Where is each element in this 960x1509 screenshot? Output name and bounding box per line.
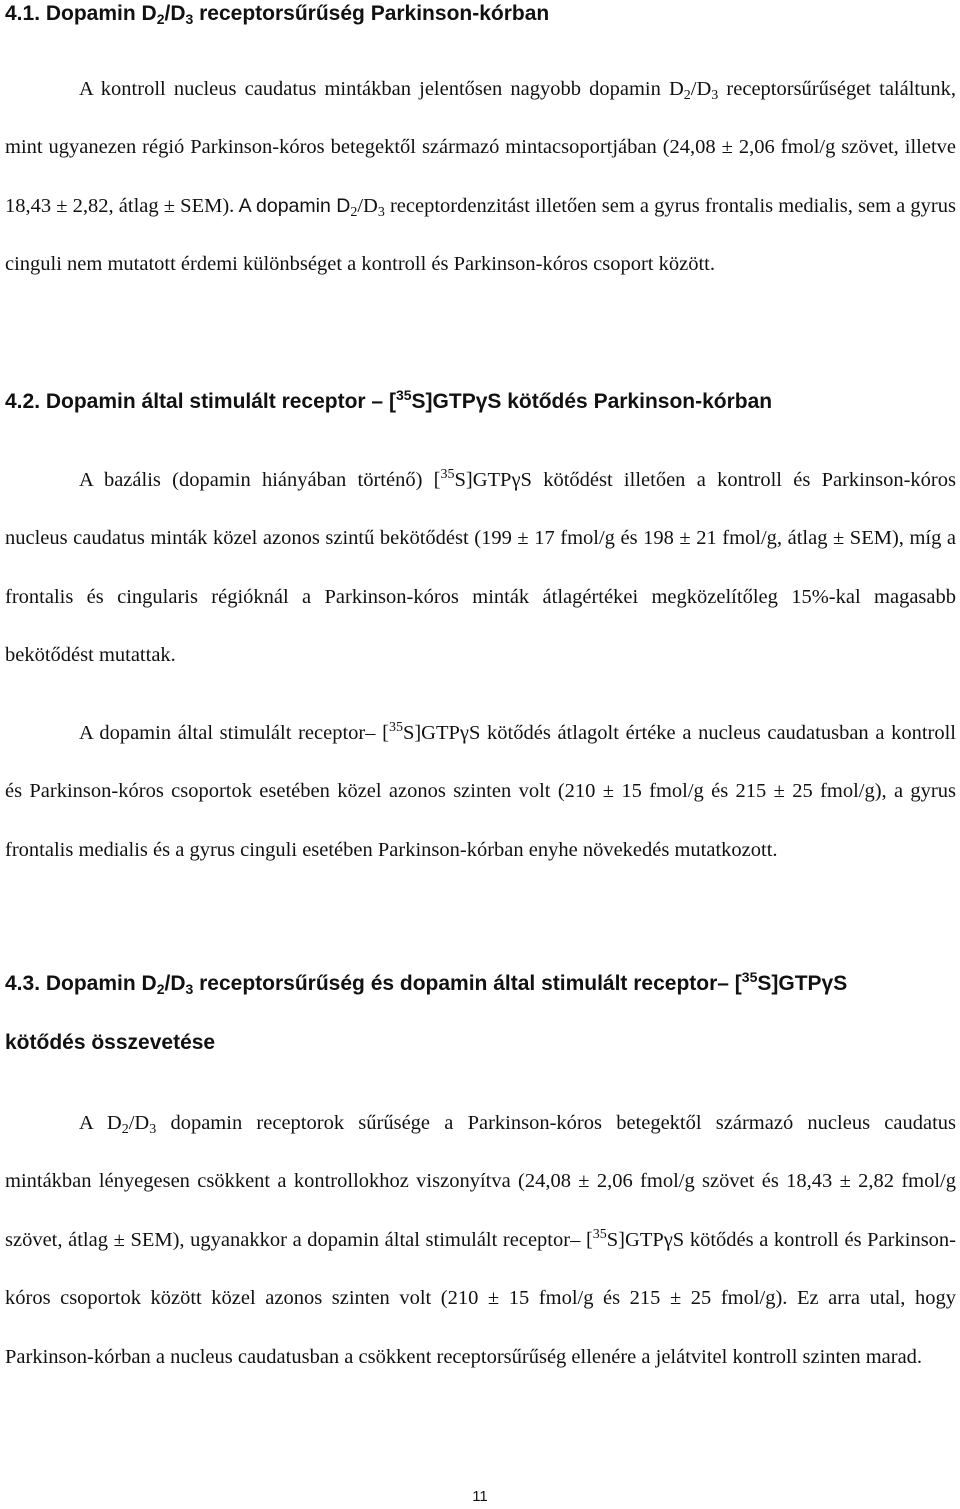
section-4-3-heading-line-2: kötődés összevetése: [5, 1031, 216, 1054]
section-4-3-paragraph: A $D_2/D_3$ dopamin receptorok sűrűsége a Parkinson-kóros betegektől származó nucleus caudatus mintákban lényegesen csökkent a kontrollokhoz viszonyítva (24,08 ± 2,06 fmol/g szövet és 18,43 ± 2,82 fmol/g szövet, átlag ± SEM), ugyanakkor a dopamin által stimulált receptor– [$^{35}$S]GTPγS kötődés a kontroll és Parkinson-kóros csoportok között közel azonos szinten volt (210 ± 15 fmol/g és 215 ± 25 fmol/g). Ez arra utal, hogy Parkinson-kórban a nucleus caudatusban a csökkent receptorsűrűség ellenére a jelátvitel kontroll szinten marad.: [5, 1112, 957, 1368]
section-4-2-paragraph-2: A dopamin által stimulált receptor– [$^{35}$S]GTPγS kötődés átlagolt értéke a nucleus caudatusban a kontroll és Parkinson-kóros csoportok esetében közel azonos szinten volt (210 ± 15 fmol/g és 215 ± 25 fmol/g), a gyrus frontalis medialis és a gyrus cinguli esetében Parkinson-kórban enyhe növekedés mutatkozott.: [5, 720, 956, 861]
section-4-1-paragraph: A kontroll nucleus caudatus mintákban jelentősen nagyobb dopamin $D_2/D_3$ receptorsűrűséget találtunk, mint ugyanezen régió Parkinson-kóros betegektől származó mintacsoportjában (24,08 ± 2,06 fmol/g szövet, illetve 18,43 ± 2,82, átlag ± SEM). A dopamin $D_2/D_3$ receptordenzitást illetően sem a gyrus frontalis medialis, sem a gyrus cinguli nem mutatott érdemi különbséget a kontroll és Parkinson-kóros csoport között.: [5, 78, 956, 276]
section-4-3-heading: 4.3. Dopamin $D_2/D_3$ receptorsűrűség és dopamin által stimulált receptor– [$^{35}$S]GTPγS: [5, 969, 848, 997]
section-4-1-heading: 4.1. Dopamin $D_2/D_3$ receptorsűrűség Parkinson-kórban: [5, 2, 550, 27]
section-4-2-paragraph-1: A bazális (dopamin hiányában történő) [$^{35}$S]GTPγS kötődést illetően a kontroll és Parkinson-kóros nucleus caudatus minták közel azonos szintű bekötődést (199 ± 17 fmol/g és 198 ± 21 fmol/g, átlag ± SEM), míg a frontalis és cingularis régióknál a Parkinson-kóros minták átlagértékei megközelítőleg 15%-kal magasabb bekötődést mutattak.: [5, 467, 956, 667]
section-4-2-heading: 4.2. Dopamin által stimulált receptor – [$^{35}$S]GTPγS kötődés Parkinson-kórban: [5, 387, 773, 413]
page-number: 11: [472, 1488, 488, 1505]
